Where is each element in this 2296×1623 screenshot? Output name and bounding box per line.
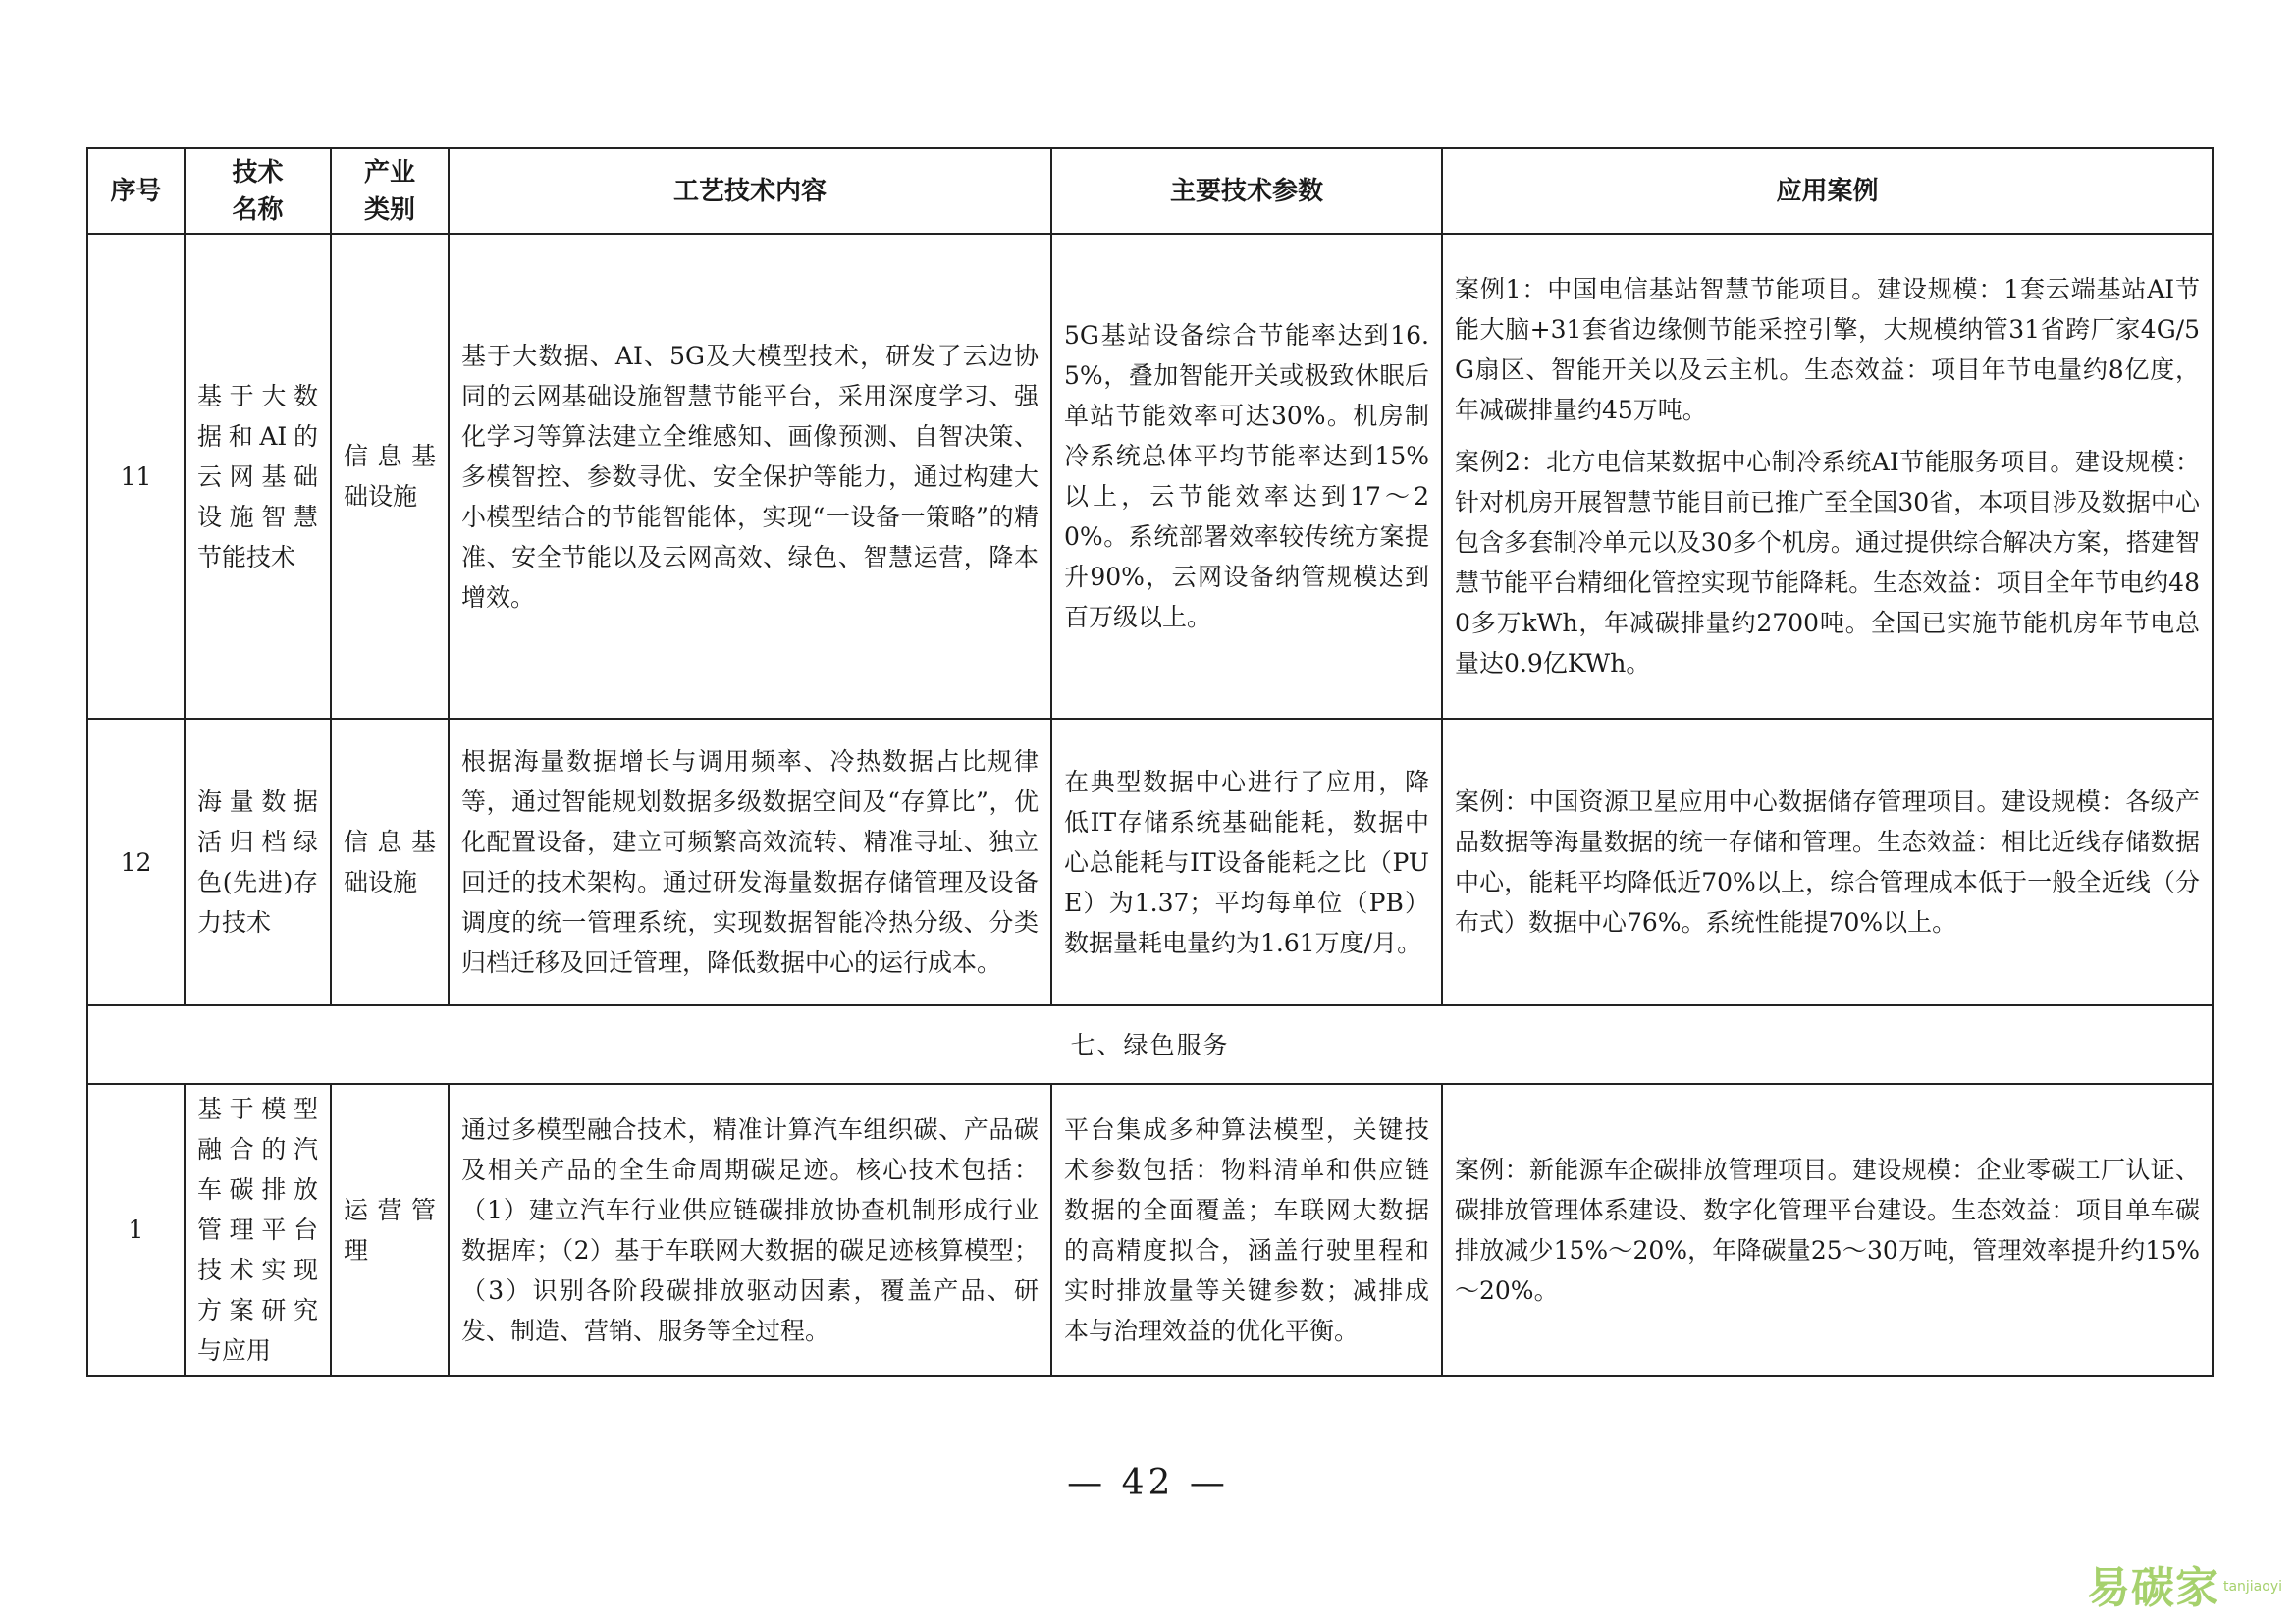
industry-category: 运营管理 — [331, 1084, 449, 1376]
header-industry-category: 产业 类别 — [331, 148, 449, 234]
tech-name: 基于大数据和AI的云网基础设施智慧节能技术 — [185, 234, 331, 719]
header-row — [87, 148, 2213, 234]
main-params: 在典型数据中心进行了应用，降低IT存储系统基础能耗，数据中心总能耗与IT设备能耗之比（PUE）为1.37；平均每单位（PB）数据量耗电量约为1.61万度/月。 — [1051, 719, 1442, 1005]
header-process-content: 工艺技术内容 — [449, 148, 1051, 234]
row-number: 1 — [87, 1084, 185, 1376]
section-row — [87, 1005, 2213, 1084]
technology-table — [86, 147, 2214, 1377]
case-paragraph: 案例：中国资源卫星应用中心数据储存管理项目。建设规模：各级产品数据等海量数据的统一存储和管理。生态效益：相比近线存储数据中心，能耗平均降低近70%以上，综合管理成本低于一般全近线（分布式）数据中心76%。系统性能提70%以上。 — [1455, 787, 2200, 937]
tech-name: 基于模型融合的汽车碳排放管理平台技术实现方案研究与应用 — [185, 1084, 331, 1376]
case-paragraph: 案例：新能源车企碳排放管理项目。建设规模：企业零碳工厂认证、碳排放管理体系建设、数字化管理平台建设。生态效益：项目单车碳排放减少15%～20%，年降碳量25～30万吨，管理效率提升约15%～20%。 — [1455, 1155, 2200, 1305]
case-paragraph: 案例2：北方电信某数据中心制冷系统AI节能服务项目。建设规模：针对机房开展智慧节能目前已推广至全国30省，本项目涉及数据中心包含多套制冷单元以及30多个机房。通过提供综合解决方案，搭建智慧节能平台精细化管控实现节能降耗。生态效益：项目全年节电约480多万kWh，年减碳排量约2700吨。全国已实施节能机房年节电总量达0.9亿KWh。 — [1455, 448, 2200, 677]
table-row — [87, 719, 2213, 1005]
main-params: 5G基站设备综合节能率达到16.5%，叠加智能开关或极致休眠后单站节能效率可达30%。机房制冷系统总体平均节能率达到15%以上，云节能效率达到17～20%。系统部署效率较传统方案提升90%，云网设备纳管规模达到百万级以上。 — [1051, 234, 1442, 719]
industry-category: 信息基础设施 — [331, 719, 449, 1005]
header-main-params: 主要技术参数 — [1051, 148, 1442, 234]
application-cases — [1442, 234, 2213, 719]
application-cases — [1442, 719, 2213, 1005]
application-cases — [1442, 1084, 2213, 1376]
page-number: — 42 — — [1067, 1463, 1229, 1503]
watermark-subtext: tanjiaoyi — [2222, 1579, 2282, 1595]
header-application-cases: 应用案例 — [1442, 148, 2213, 234]
main-params: 平台集成多种算法模型，关键技术参数包括：物料清单和供应链数据的全面覆盖；车联网大数据的高精度拟合，涵盖行驶里程和实时排放量等关键参数；减排成本与治理效益的优化平衡。 — [1051, 1084, 1442, 1376]
watermark-text: 易碳家 — [2086, 1563, 2219, 1613]
process-content: 通过多模型融合技术，精准计算汽车组织碳、产品碳及相关产品的全生命周期碳足迹。核心技术包括：（1）建立汽车行业供应链碳排放协查机制形成行业数据库；（2）基于车联网大数据的碳足迹核算模型；（3）识别各阶段碳排放驱动因素，覆盖产品、研发、制造、营销、服务等全过程。 — [449, 1084, 1051, 1376]
watermark-logo — [2087, 1556, 2282, 1611]
section-title: 七、绿色服务 — [87, 1005, 2213, 1084]
tech-name: 海量数据活归档绿色(先进)存力技术 — [185, 719, 331, 1005]
table-row — [87, 1084, 2213, 1376]
process-content: 基于大数据、AI、5G及大模型技术，研发了云边协同的云网基础设施智慧节能平台，采用深度学习、强化学习等算法建立全维感知、画像预测、自智决策、多模智控、参数寻优、安全保护等能力，通过构建大小模型结合的节能智能体，实现“一设备一策略”的精准、安全节能以及云网高效、绿色、智慧运营，降本增效。 — [449, 234, 1051, 719]
row-number: 12 — [87, 719, 185, 1005]
header-tech-name: 技术 名称 — [185, 148, 331, 234]
table-row — [87, 234, 2213, 719]
industry-category: 信息基础设施 — [331, 234, 449, 719]
header-seq: 序号 — [87, 148, 185, 234]
row-number: 11 — [87, 234, 185, 719]
case-paragraph: 案例1：中国电信基站智慧节能项目。建设规模：1套云端基站AI节能大脑+31套省边缘侧节能采控引擎，大规模纳管31省跨厂家4G/5G扇区、智能开关以及云主机。生态效益：项目年节电量约8亿度，年减碳排量约45万吨。 — [1455, 275, 2200, 424]
process-content: 根据海量数据增长与调用频率、冷热数据占比规律等，通过智能规划数据多级数据空间及“存算比”，优化配置设备，建立可频繁高效流转、精准寻址、独立回迁的技术架构。通过研发海量数据存储管理及设备调度的统一管理系统，实现数据智能冷热分级、分类归档迁移及回迁管理，降低数据中心的运行成本。 — [449, 719, 1051, 1005]
